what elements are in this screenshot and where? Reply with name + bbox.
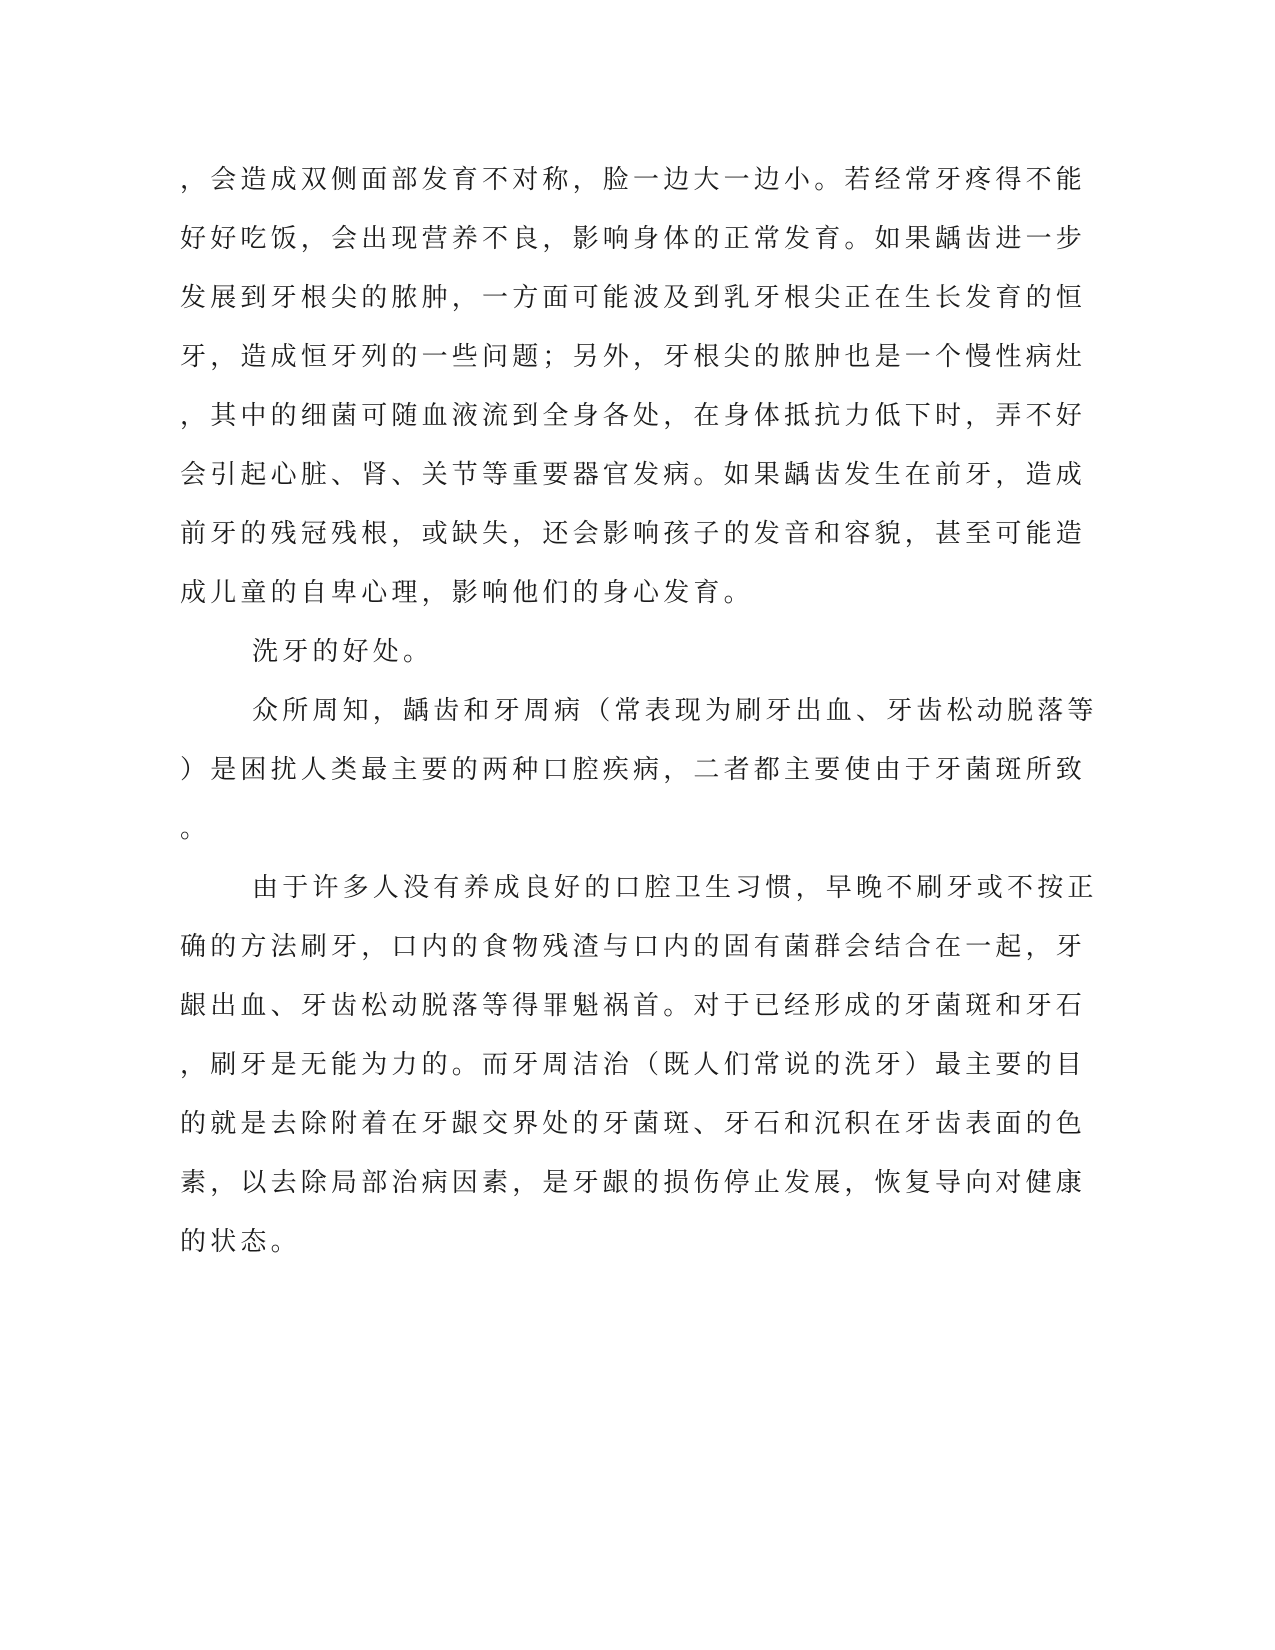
text-line: 。 xyxy=(180,814,211,844)
text-line: 成儿童的自卑心理，影响他们的身心发育。 xyxy=(180,578,754,608)
text-line: 前牙的残冠残根，或缺失，还会影响孩子的发音和容貌，甚至可能造 xyxy=(180,519,1087,549)
text-line: 素，以去除局部治病因素，是牙龈的损伤停止发展，恢复导向对健康 xyxy=(180,1168,1087,1198)
text-line: 发展到牙根尖的脓肿，一方面可能波及到乳牙根尖正在生长发育的恒 xyxy=(180,283,1087,313)
text-line: ）是困扰人类最主要的两种口腔疾病，二者都主要使由于牙菌斑所致 xyxy=(180,755,1087,785)
text-line: 牙，造成恒牙列的一些问题；另外，牙根尖的脓肿也是一个慢性病灶 xyxy=(180,342,1087,372)
text-line: 会引起心脏、肾、关节等重要器官发病。如果龋齿发生在前牙，造成 xyxy=(180,460,1087,490)
text-line: 的状态。 xyxy=(180,1227,301,1257)
text-line: ，其中的细菌可随血液流到全身各处，在身体抵抗力低下时，弄不好 xyxy=(180,401,1087,431)
text-line: 众所周知，龋齿和牙周病（常表现为刷牙出血、牙齿松动脱落等 xyxy=(252,696,1098,726)
text-line: ，会造成双侧面部发育不对称，脸一边大一边小。若经常牙疼得不能 xyxy=(180,165,1087,195)
text-line: 好好吃饭，会出现营养不良，影响身体的正常发育。如果龋齿进一步 xyxy=(180,224,1087,254)
text-line: 确的方法刷牙，口内的食物残渣与口内的固有菌群会结合在一起，牙 xyxy=(180,932,1087,962)
text-line: 龈出血、牙齿松动脱落等得罪魁祸首。对于已经形成的牙菌斑和牙石 xyxy=(180,991,1087,1021)
text-line: 的就是去除附着在牙龈交界处的牙菌斑、牙石和沉积在牙齿表面的色 xyxy=(180,1109,1087,1139)
section-heading: 洗牙的好处。 xyxy=(252,637,434,667)
text-line: ，刷牙是无能为力的。而牙周洁治（既人们常说的洗牙）最主要的目 xyxy=(180,1050,1087,1080)
text-line: 由于许多人没有养成良好的口腔卫生习惯，早晚不刷牙或不按正 xyxy=(252,873,1098,903)
